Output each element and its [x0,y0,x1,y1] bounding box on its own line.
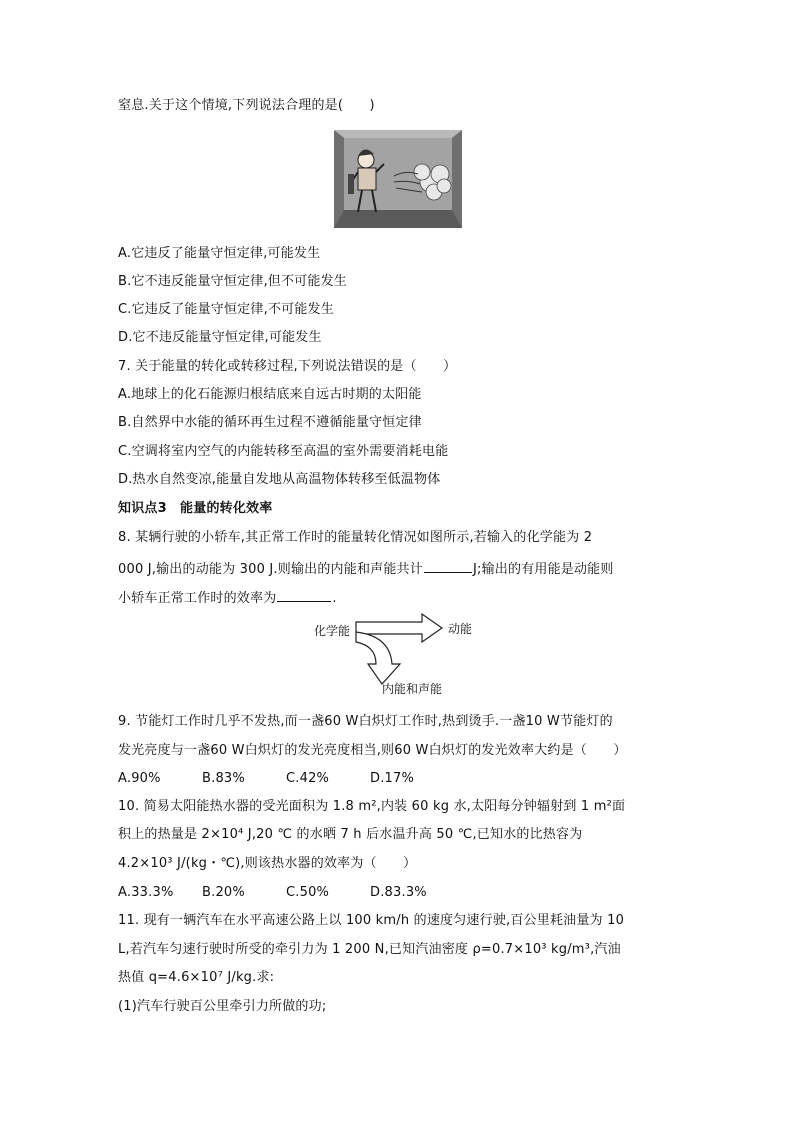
section-heading: 知识点3 能量的转化效率 [118,501,273,516]
q8-line2-text-a: 000 J,输出的动能为 300 J.则输出的内能和声能共计 [118,562,423,577]
q10-option-b: B.20% [202,885,245,900]
q7-option-d: D.热水自然变凉,能量自发地从高温物体转移至低温物体 [118,472,441,487]
q10-line3: 4.2×10³ J/(kg・℃),则该热水器的效率为（ ） [118,856,417,871]
q7-option-a: A.地球上的化石能源归根结底来自远古时期的太阳能 [118,387,422,402]
q8-line2 [118,558,614,579]
q10-options [118,884,454,902]
q10-option-c: C.50% [286,885,330,900]
diagram-label-chemical-energy: 化学能 [314,624,351,638]
q10-line2: 积上的热量是 2×10⁴ J,20 ℃ 的水晒 7 h 后水温升高 50 ℃,已知水的比热容为 [118,827,583,842]
q6-option-c: C.它违反了能量守恒定律,不可能发生 [118,302,334,317]
q6-option-b: B.它不违反能量守恒定律,但不可能发生 [118,274,347,289]
q7-option-b: B.自然界中水能的循环再生过程不遵循能量守恒定律 [118,415,422,430]
q10-option-a: A.33.3% [118,885,174,900]
q11-line3: 热值 q=4.6×10⁷ J/kg.求: [118,970,275,985]
diagram-label-kinetic-energy: 动能 [448,622,473,636]
q9-option-b: B.83% [202,771,245,786]
q6-option-a: A.它违反了能量守恒定律,可能发生 [118,246,321,261]
q9-line2: 发光亮度与一盏60 W白炽灯的发光亮度相当,则60 W白炽灯的发光效率大约是（ ） [118,743,627,758]
q6-stem: 窒息.关于这个情境,下列说法合理的是( ) [118,98,375,113]
q8-blank-energy[interactable] [424,558,472,573]
q8-line3-text-a: 小轿车正常工作时的效率为 [118,591,277,606]
energy-flow-diagram [296,608,496,702]
q9-line1: 9. 节能灯工作时几乎不发热,而一盏60 W白炽灯工作时,热到烫手.一盏10 W节能灯的 [118,714,613,729]
q8-line2-text-b: J;输出的有用能是动能则 [472,562,614,577]
q8-line1: 8. 某辆行驶的小轿车,其正常工作时的能量转化情况如图所示,若输入的化学能为 2 [118,530,593,545]
q9-option-d: D.17% [370,771,415,786]
q10-line1: 10. 简易太阳能热水器的受光面积为 1.8 m²,内装 60 kg 水,太阳每分钟辐射到 1 m²面 [118,799,626,814]
q6-option-d: D.它不违反能量守恒定律,可能发生 [118,330,322,345]
q11-line1: 11. 现有一辆汽车在水平高速公路上以 100 km/h 的速度匀速行驶,百公里耗油量为 10 [118,913,625,928]
q7-option-c: C.空调将室内空气的内能转移至高温的室外需要消耗电能 [118,444,449,459]
q9-option-c: C.42% [286,771,330,786]
q6-illustration [334,130,462,228]
q7-stem: 7. 关于能量的转化或转移过程,下列说法错误的是（ ） [118,359,457,374]
q11-sub1: (1)汽车行驶百公里牵引力所做的功; [118,999,327,1014]
diagram-label-internal-sound-energy: 内能和声能 [382,682,443,696]
room-scene-image [334,130,462,228]
q9-options [118,770,454,788]
q9-option-a: A.90% [118,771,161,786]
q8-blank-efficiency[interactable] [277,587,331,602]
q8-line3 [118,587,337,608]
q11-line2: L,若汽车匀速行驶时所受的牵引力为 1 200 N,已知汽油密度 ρ=0.7×10³ kg/m³,汽油 [118,942,621,957]
q10-option-d: D.83.3% [370,885,427,900]
q8-line3-text-b: . [332,591,337,606]
